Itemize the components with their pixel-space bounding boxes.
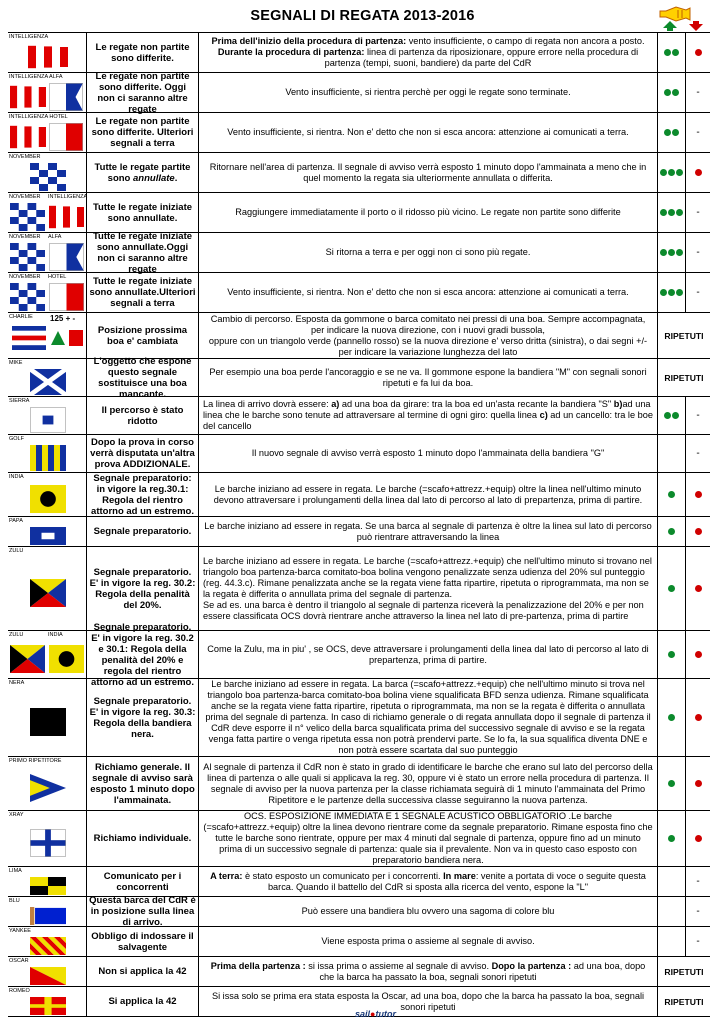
dash-text: -	[696, 207, 700, 218]
dash-text: -	[696, 247, 700, 258]
flag-cell	[8, 867, 87, 896]
flag-cell	[8, 473, 87, 516]
sound-signals-cell	[658, 435, 686, 472]
flag-cell	[8, 113, 87, 152]
signal-meaning-text: Comunicato per i concorrenti	[103, 870, 182, 893]
charlie-flag	[12, 326, 46, 350]
green-dot-icon	[676, 289, 683, 296]
signal-meaning-text: Segnale preparatorio. E' in vigore la reg. 30.2: Regola della penalità del 20%.	[89, 566, 196, 611]
repeat-indicator: RIPETUTI	[664, 996, 704, 1007]
flag-label: INDIA	[9, 474, 24, 480]
signal-meaning	[87, 987, 199, 1016]
papa-flag	[30, 527, 66, 545]
repeat-indicator: RIPETUTI	[664, 966, 704, 977]
signal-row	[8, 397, 710, 435]
flag-cell	[8, 927, 87, 956]
sound-signals-cell	[658, 547, 686, 630]
flag-cell	[8, 435, 87, 472]
flag-label: BLU	[9, 898, 20, 904]
signal-row	[8, 33, 710, 73]
flag-cell	[8, 359, 87, 396]
dash-text: -	[696, 410, 700, 421]
flag-label: PAPA	[9, 518, 23, 524]
flag-label: INTELLIGENZA ALFA	[9, 74, 63, 80]
flag-cell	[8, 757, 87, 810]
green-dot-icon	[672, 49, 679, 56]
green-dot-icon	[668, 491, 675, 498]
mike-flag	[30, 369, 66, 395]
red-dot-icon	[695, 491, 702, 498]
xray-flag	[30, 829, 66, 857]
lowering-signals-cell	[686, 33, 710, 72]
flag-label: PRIMO RIPETITORE	[9, 758, 62, 764]
green-dot-icon	[668, 169, 675, 176]
signal-meaning-text: Segnale preparatorio. E' in vigore la reg. 30.3: Regola della bandiera nera.	[89, 695, 196, 740]
red-dot-icon	[695, 714, 702, 721]
flag-cell	[8, 517, 87, 546]
signal-description	[199, 517, 658, 546]
signal-meaning	[87, 957, 199, 986]
green-dot-icon	[668, 780, 675, 787]
flag-cell	[8, 547, 87, 630]
flag-cell	[8, 33, 87, 72]
green-dot-icon	[668, 714, 675, 721]
flag-label: NOVEMBER	[9, 234, 41, 240]
primo-ripetitore-flag	[30, 774, 66, 802]
signal-meaning	[87, 867, 199, 896]
signal-description	[199, 927, 658, 956]
signal-row	[8, 473, 710, 517]
signal-row	[8, 547, 710, 631]
signal-row	[8, 957, 710, 987]
flag-label: LIMA	[9, 868, 22, 874]
flag-cell	[8, 897, 87, 926]
signal-meaning-text: Si applica la 42	[108, 996, 177, 1007]
signal-row	[8, 757, 710, 811]
signal-meaning	[87, 193, 199, 232]
signal-description	[199, 631, 658, 678]
lima-flag	[30, 877, 66, 895]
signal-meaning	[87, 230, 199, 275]
november-flag	[10, 283, 45, 311]
lowering-signals-cell	[686, 547, 710, 630]
sound-signals-cell	[658, 153, 686, 192]
signal-description	[199, 153, 658, 192]
signal-meaning-text: Richiamo individuale.	[93, 833, 192, 844]
red-dot-icon	[695, 169, 702, 176]
flag-label: XRAY	[9, 812, 24, 818]
signal-row	[8, 897, 710, 927]
dash-text: -	[696, 287, 700, 298]
sound-signals-cell	[658, 33, 686, 72]
lowering-signals-cell	[686, 193, 710, 232]
signal-meaning	[87, 927, 199, 956]
red-dot-icon	[695, 585, 702, 592]
signal-row	[8, 70, 710, 115]
dash-text: -	[696, 448, 700, 459]
flag-label: MIKE	[9, 360, 23, 366]
signal-meaning-text: Segnale preparatorio: in vigore la reg.30.1: Regola del rientro attorno ad un estremo.	[91, 472, 194, 517]
course-change-label: 125 + -	[50, 314, 76, 323]
signal-row	[8, 867, 710, 897]
signal-meaning	[87, 679, 199, 756]
repeat-indicator: RIPETUTI	[664, 330, 704, 341]
lowering-signals-cell	[686, 153, 710, 192]
signal-row	[8, 679, 710, 757]
signal-meaning-text: Tutte le regate iniziate sono annullate.Ulteriori segnali a terra	[89, 276, 196, 309]
flag-label: ALFA	[48, 234, 62, 240]
sound-signals-cell	[658, 473, 686, 516]
signal-description	[199, 273, 658, 312]
signal-description-text: Vento insufficiente, si rientra. Non e' detto che non si esca ancora: attenzione ai comunicati a terra.	[227, 287, 629, 297]
india-flag	[30, 485, 66, 513]
red-dot-icon	[695, 780, 702, 787]
flag-label: INDIA	[48, 632, 63, 638]
hotel-flag	[49, 283, 84, 311]
flag-label: GOLF	[9, 436, 24, 442]
lowering-signals-cell	[686, 867, 710, 896]
flag-cell	[8, 631, 87, 678]
green-dot-icon	[672, 129, 679, 136]
green-dot-icon	[676, 209, 683, 216]
green-dot-icon	[664, 129, 671, 136]
signal-meaning-text: L'oggetto che espone questo segnale sostituisce una boa mancante.	[93, 355, 192, 400]
signal-meaning-text: Tutte le regate iniziate sono annullate.	[92, 201, 193, 224]
flag-label: OSCAR	[9, 958, 29, 964]
sound-signals-cell	[658, 897, 686, 926]
signal-meaning	[87, 435, 199, 472]
lowering-signals-cell	[686, 517, 710, 546]
signal-description	[199, 987, 658, 1016]
signal-meaning-text: Non si applica la 42	[98, 966, 187, 977]
flag-label: YANKEE	[9, 928, 31, 934]
lowering-signals-cell	[686, 73, 710, 112]
signal-meaning-text: Obbligo di indossare il salvagente	[91, 930, 194, 953]
signal-meaning	[87, 70, 199, 115]
nera-flag	[30, 708, 66, 736]
signal-row	[8, 313, 710, 359]
signal-meaning-text: Tutte le regate partite sono annullate.	[94, 161, 191, 184]
lowering-signals-cell	[686, 435, 710, 472]
yankee-flag	[30, 937, 66, 955]
flag-label: CHARLIE	[9, 314, 33, 320]
red-dot-icon	[695, 49, 702, 56]
signal-meaning	[87, 517, 199, 546]
signal-description	[199, 233, 658, 272]
signal-description	[199, 33, 658, 72]
green-dot-icon	[664, 412, 671, 419]
signal-description-text: Viene esposta prima o assieme al segnale di avviso.	[321, 936, 535, 946]
dash-text: -	[696, 127, 700, 138]
flag-cell	[8, 273, 87, 312]
hotel-flag	[49, 123, 83, 151]
signal-description-text: Prima della partenza : si issa prima o assieme al segnale di avviso. Dopo la partenza : ad una boa, dopo che la barca ha passato la boa, segnali sonori ripetuti	[210, 960, 646, 982]
red-dot-icon	[695, 835, 702, 842]
flag-label: HOTEL	[48, 274, 67, 280]
flag-cell	[8, 313, 87, 358]
flag-label: ZULU	[9, 632, 24, 638]
signal-description-text: Per esempio una boa perde l'ancoraggio e se ne va. Il gommone espone la bandiera "M" con segnali sonori ripetuti e fa lui da boa.	[209, 366, 647, 388]
lowering-signals-cell	[686, 897, 710, 926]
signal-description-text: Cambio di percorso. Esposta da gommone o barca comitato nei pressi di una boa. Sempre accompagnata, per indicare la nuova direzione, con i nuovi gradi bussola, oppure con un triangolo verde (pannello rosso) se la nuova direzione e' verso dritta (sinistra), o dai segni +/- per indicare la variazione lunghezza del lato	[208, 313, 648, 357]
signal-description	[199, 957, 658, 986]
signal-description	[199, 313, 658, 358]
signal-description-text: Vento insufficiente, si rientra perchè per oggi le regate sono terminate.	[285, 87, 571, 97]
signal-meaning	[87, 897, 199, 926]
zulu-flag	[30, 579, 66, 607]
signal-description-text: Può essere una bandiera blu ovvero una sagoma di colore blu	[301, 906, 555, 916]
green-dot-icon	[668, 585, 675, 592]
signal-description	[199, 811, 658, 866]
green-dot-icon	[672, 412, 679, 419]
signal-description-text: Ritornare nell'area di partenza. Il segnale di avviso verrà esposto 1 minuto dopo l'ammainata a meno che in quel momento la regata sia ulteriormente annullata o differita.	[209, 161, 647, 183]
flag-cell	[8, 957, 87, 986]
repeat-indicator: RIPETUTI	[664, 372, 704, 383]
signal-meaning-text: Tutte le regate iniziate sono annullate.Oggi non ci saranno altre regate	[92, 230, 193, 275]
intelligenza-flag	[28, 43, 68, 71]
alfa-flag	[49, 243, 84, 271]
golf-flag	[30, 445, 66, 471]
signal-description	[199, 473, 658, 516]
lowering-signals-cell	[686, 273, 710, 312]
signal-description	[199, 679, 658, 756]
signal-description	[199, 397, 658, 434]
flag-cell	[8, 987, 87, 1016]
signal-row	[8, 517, 710, 547]
signal-description-text: Le barche iniziano ad essere in regata. Le barche (=scafo+attrezz.+equip) oltre la linea nell'ultimo minuto devono attraversare i prolungamenti della linea dal lato di percorso al lato di prepartenza, prima di partire.	[213, 483, 643, 505]
alfa-flag	[49, 83, 83, 111]
signal-meaning-text: Posizione prossima boa e' cambiata	[97, 324, 188, 347]
flag-cell	[8, 397, 87, 434]
flag-cell	[8, 73, 87, 112]
flag-cell	[8, 811, 87, 866]
signal-description-text: Si ritorna a terra e per oggi non ci sono più regate.	[325, 247, 531, 257]
signal-row	[8, 273, 710, 313]
green-dot-icon	[664, 49, 671, 56]
signal-description	[199, 73, 658, 112]
signal-row	[8, 113, 710, 153]
flag-label: INTELLIGENZA HOTEL	[9, 114, 68, 120]
signal-meaning-text: Segnale preparatorio.	[93, 526, 192, 537]
arrow-down-icon	[689, 21, 703, 31]
dash-text: -	[696, 906, 700, 917]
green-triangle-icon	[50, 330, 66, 346]
signal-row	[8, 193, 710, 233]
green-dot-icon	[676, 169, 683, 176]
flag-label: ZULU	[9, 548, 24, 554]
india-flag	[49, 645, 84, 673]
signal-row	[8, 230, 710, 275]
flag-label: INTELLIGENZA	[9, 34, 49, 40]
green-dot-icon	[660, 209, 667, 216]
signal-meaning	[87, 33, 199, 72]
signal-row	[8, 153, 710, 193]
sound-signals-cell	[658, 867, 686, 896]
signal-description-text: Il nuovo segnale di avviso verrà esposto 1 minuto dopo l'ammainata della bandiera "G"	[251, 448, 605, 458]
sound-signals-cell	[658, 273, 686, 312]
signal-meaning-text: Questa barca del CdR è in posizione sulla linea di arrivo.	[89, 895, 196, 928]
page-header	[0, 0, 725, 30]
horn-icon	[658, 6, 692, 22]
signal-meaning	[87, 757, 199, 810]
flag-label: INTELLIGENZA	[48, 194, 88, 200]
green-dot-icon	[672, 89, 679, 96]
red-dot-icon	[695, 528, 702, 535]
signal-meaning	[87, 397, 199, 434]
green-dot-icon	[668, 528, 675, 535]
signal-row	[8, 811, 710, 867]
green-dot-icon	[668, 209, 675, 216]
signal-meaning-text: Il percorso è stato ridotto	[101, 404, 184, 427]
intelligenza-flag	[10, 123, 46, 151]
green-dot-icon	[668, 835, 675, 842]
lowering-signals-cell	[686, 631, 710, 678]
flag-label: ROMEO	[9, 988, 30, 994]
signal-meaning	[87, 473, 199, 516]
lowering-signals-cell	[686, 233, 710, 272]
signal-meaning	[87, 273, 199, 312]
signal-description-text: Raggiungere immediatamente il porto o il ridosso più vicino. Le regate non partite sono differite	[235, 207, 621, 217]
signal-meaning-text: Le regate non partite sono differite. Oggi non ci saranno altre regate	[95, 70, 190, 115]
sound-signals-cell	[658, 811, 686, 866]
signal-description-text: La linea di arrivo dovrà essere: a) ad una boa da girare: tra la boa ed un'asta recante la bandiera "S" b)ad una linea che le barche sono tenute ad attraversare al termine di ogni giro: quella linea c) ad un cancello: tra le boe del cancello	[203, 399, 653, 431]
november-flag	[10, 243, 45, 271]
lowering-signals-cell	[686, 473, 710, 516]
signal-meaning	[87, 113, 199, 152]
green-dot-icon	[668, 289, 675, 296]
sound-signals-cell	[658, 397, 686, 434]
intelligenza-flag	[10, 83, 46, 111]
signal-description	[199, 113, 658, 152]
signal-description-text: OCS. ESPOSIZIONE IMMEDIATA E 1 SEGNALE ACUSTICO OBBLIGATORIO .Le barche (=scafo+attrezz.+equip) oltre la linea devono rientrare come da segnale preparatorio. Rimane esposta fino che tutte le barche sono rientrate, oppure per max 4 minuti dal segnale di partenza, oppure fino ad un minuto prima di un successivo segnale di partenza: quale sia il prevalente. Non va in questo caso esposto con preparatorio bandiera nera.	[203, 811, 653, 865]
signal-description	[199, 547, 658, 630]
signal-meaning	[87, 153, 199, 192]
signal-description-text: Le barche iniziano ad essere in regata. Le barche (=scafo+attrezz.+equip) che nell'ultimo minuto si trovano nel triangolo boa partenza-barca comitato-boa bolina vengono penalizzate senza udienza del 20% sul punteggio (reg. 44.3.c). Rimane penalizzata anche se la regata viene fatta ripartire, ripetuta o riprogrammata, ma non se la regata è differita o annullata prima del segnale di partenza. Se ad es. una barca è dentro il triangolo al segnale di partenza riceverà la penalizzazione del 20% e per non essere classificata OCS dovrà rientrare anche attraverso la linea nel lato di pre-partenza, prima di partire	[203, 555, 652, 621]
intelligenza-flag	[49, 203, 84, 231]
sound-signals-cell	[658, 113, 686, 152]
flag-label: SIERRA	[9, 398, 30, 404]
dash-text: -	[696, 936, 700, 947]
sound-signals-cell	[658, 757, 686, 810]
sound-signals-cell	[658, 631, 686, 678]
sound-signals-cell	[658, 233, 686, 272]
flag-label: NOVEMBER	[9, 194, 41, 200]
signal-meaning	[87, 313, 199, 358]
signals-table	[8, 32, 710, 1017]
green-dot-icon	[668, 249, 675, 256]
signal-description-text: Vento insufficiente, si rientra. Non e' detto che non si esca ancora: attenzione ai comunicati a terra.	[227, 127, 629, 137]
sound-signals-cell	[658, 193, 686, 232]
flag-cell	[8, 233, 87, 272]
signal-description-text: Le barche iniziano ad essere in regata. La barca (=scafo+attrezz.+equip) che nell'ultimo minuto si trova nel triangolo boa partenza-barca comitato-boa bolina viene squalificata BFD senza udienza. Rimane squalificata anche se la regata viene fatta ripartire, ripetuta o riprogrammata, ma non se la regata è differita o annullata prima del segnale di partenza. In caso di richiamo generale o di regata annullata dopo il segnale di partenza il CdR deve esporre il n° velico della barca squalificata prima del successivo segnale di avviso e se la regata venga fatta partire o venga ripetuta essa non potrà prendervi parte. Se lo fa, la sua squalifica diventa DNE e non potrà essere scartata dal suo punteggio	[205, 679, 651, 755]
sierra-flag	[30, 407, 66, 433]
signal-description	[199, 897, 658, 926]
signal-description-text: Prima dell'inizio della procedura di partenza: vento insufficiente, o campo di regata non ancora a posto. Durante la procedura di partenza: linea di partenza da riposizionare, oppure errore nella procedura di partenza (tempi, suoni, bandiere) da parte del CdR	[211, 36, 645, 68]
signal-meaning-text: Segnale preparatorio. E' in vigore la reg. 30.2 e 30.1: Regola della penalità del 20% e regola del rientro attorno ad un estremo.	[91, 621, 194, 688]
november-flag	[10, 203, 45, 231]
signal-description-text: A terra: è stato esposto un comunicato per i concorrenti. In mare: venite a portata di voce o seguite questa barca. Quando il battello del CdR si sposta alla ricerca del vento, espone la "L"	[210, 870, 646, 892]
green-dot-icon	[676, 249, 683, 256]
signal-description	[199, 867, 658, 896]
green-dot-icon	[660, 249, 667, 256]
sound-signals-cell	[658, 517, 686, 546]
sound-signals-cell	[658, 927, 686, 956]
signal-description	[199, 193, 658, 232]
lowering-signals-cell	[686, 757, 710, 810]
dash-text: -	[696, 87, 700, 98]
flag-label: NOVEMBER	[9, 274, 41, 280]
flag-cell	[8, 193, 87, 232]
page-title: SEGNALI DI REGATA 2013-2016	[250, 8, 475, 24]
sound-signals-cell	[658, 679, 686, 756]
green-dot-icon	[664, 89, 671, 96]
zulu-flag	[10, 645, 45, 673]
oscar-flag	[30, 967, 66, 985]
lowering-signals-cell	[686, 927, 710, 956]
signal-meaning	[87, 621, 199, 688]
signal-description	[199, 359, 658, 396]
arrow-up-icon	[663, 21, 677, 31]
signal-row	[8, 355, 710, 400]
flag-label: NOVEMBER	[9, 154, 41, 160]
red-rectangle-icon	[69, 330, 83, 346]
signal-description-text: Come la Zulu, ma in piu' , se OCS, deve attraversare i prolungamenti della linea dal lato di percorso al lato di prepartenza, prima di partire.	[207, 643, 649, 665]
signal-description-text: Si issa solo se prima era stata esposta la Oscar, ad una boa, dopo che la barca ha passato la boa, segnali sonori ripetuti	[211, 990, 645, 1012]
green-dot-icon	[668, 651, 675, 658]
signal-row	[8, 435, 710, 473]
signal-meaning-text: Le regate non partite sono differite. Ulteriori segnali a terra	[91, 116, 194, 149]
signal-row	[8, 927, 710, 957]
signal-meaning-text: Le regate non partite sono differite.	[95, 41, 190, 64]
lowering-signals-cell	[686, 811, 710, 866]
signal-description	[199, 435, 658, 472]
red-dot-icon	[695, 651, 702, 658]
signal-meaning-text: Dopo la prova in corso verrà disputata un'altra prova ADDIZIONALE.	[90, 437, 195, 470]
flag-label: NERA	[9, 680, 25, 686]
signal-meaning	[87, 355, 199, 400]
lowering-signals-cell	[686, 679, 710, 756]
sound-signals-cell	[658, 73, 686, 112]
signal-description	[199, 757, 658, 810]
signal-meaning	[87, 547, 199, 630]
green-dot-icon	[660, 169, 667, 176]
flag-cell	[8, 153, 87, 192]
lowering-signals-cell	[686, 113, 710, 152]
signal-description-text: Al segnale di partenza il CdR non è stato in grado di identificare le barche che erano sul lato del percorso della linea di partenza o alle quali si applicava la reg. 30, oppure vi è stato un errore nella procedura di partenza. Il segnale di avviso per la nuova partenza per la classe richiamata seguirà di 1 minuto l'ammainata del Primo Ripetitore e le partenze della successiva classe seguiranno la nuova partenza.	[203, 761, 653, 805]
signal-description-text: Le barche iniziano ad essere in regata. Se una barca al segnale di partenza è oltre la linea sul lato di percorso può rientrare attraversando la linea	[204, 520, 652, 542]
green-dot-icon	[660, 289, 667, 296]
november-flag	[30, 163, 66, 191]
lowering-signals-cell	[686, 397, 710, 434]
signal-meaning	[87, 811, 199, 866]
sailtutor-logo: sail●tutor	[355, 1009, 396, 1019]
signal-meaning-text: Richiamo generale. Il segnale di avviso sarà esposto 1 minuto dopo l'ammainata.	[90, 761, 195, 806]
romeo-flag	[30, 997, 66, 1015]
dash-text: -	[696, 876, 700, 887]
blu-flag	[30, 907, 66, 925]
flag-cell	[8, 679, 87, 756]
